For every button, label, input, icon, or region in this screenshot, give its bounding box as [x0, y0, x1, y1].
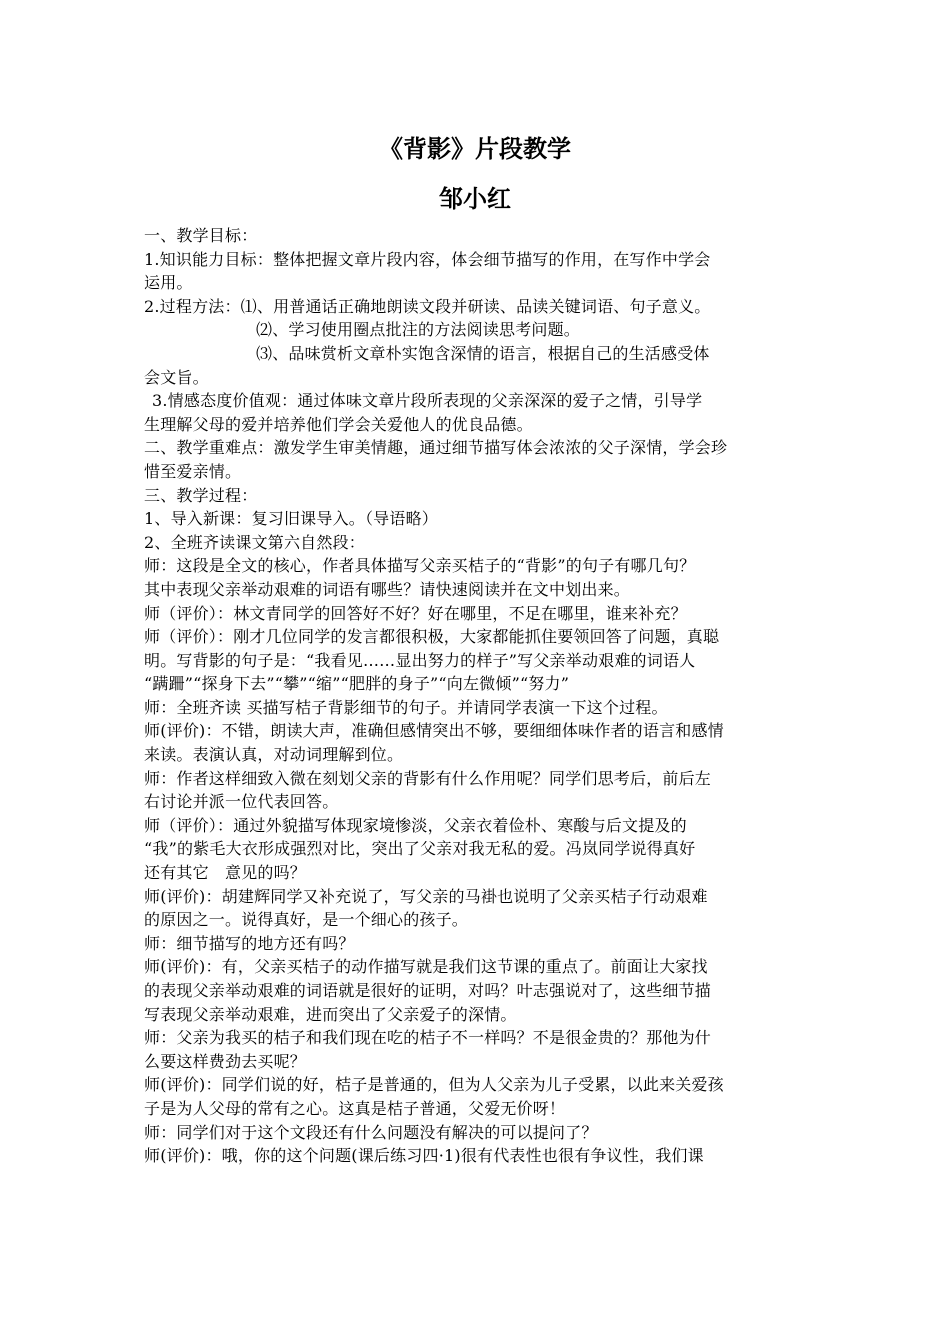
text-line: 写表现父亲举动艰难，进而突出了父亲爱子的深情。 — [144, 1004, 517, 1024]
text-line: 1、导入新课：复习旧课导入。（导语略） — [144, 509, 438, 529]
text-line: 师：同学们对于这个文段还有什么问题没有解决的可以提问了？ — [144, 1122, 598, 1142]
text-line: 师(评价)：胡建辉同学又补充说了，写父亲的马褂也说明了父亲买桔子行动艰难 — [144, 886, 708, 906]
text-line: 的表现父亲举动艰难的词语就是很好的证明，对吗？叶志强说对了，这些细节描 — [144, 981, 712, 1000]
text-line: 师（评价）：刚才几位同学的发言都很积极，大家都能抓住要领回答了问题，真聪 — [144, 627, 720, 647]
text-line: 师：全班齐读 买描写桔子背影细节的句子。并请同学表演一下这个过程。 — [144, 697, 668, 717]
text-line: 师：作者这样细致入微在刻划父亲的背影有什么作用呢？同学们思考后，前后左 — [144, 768, 712, 788]
text-line: “蹒跚”“探身下去”“攀”“缩”“肥胖的身子”“向左微倾”“努力” — [144, 674, 570, 694]
text-line: 二、教学重难点：激发学生审美情趣，通过细节描写体会浓浓的父子深情，学会珍 — [144, 438, 728, 458]
text-line: ⑶、品味赏析文章朴实饱含深情的语言，根据自己的生活感受体 — [256, 343, 710, 363]
text-line: 3.情感态度价值观：通过体味文章片段所表现的父亲深深的爱子之情，引导学 — [152, 391, 703, 411]
document-title: 《背影》片段教学 — [379, 135, 571, 163]
text-line: 师（评价）：通过外貌描写体现家境惨淡，父亲衣着俭朴、寒酸与后文提及的 — [144, 815, 687, 835]
text-line: 子是为人父母的常有之心。这真是桔子普通，父爱无价呀！ — [144, 1098, 566, 1118]
text-line: 2、全班齐读课文第六自然段： — [144, 532, 365, 552]
text-line: 2.过程方法：⑴、用普通话正确地朗读文段并研读、品读关键词语、句子意义。 — [144, 296, 711, 316]
text-line: 师：这段是全文的核心，作者具体描写父亲买桔子的“背影”的句子有哪几句？ — [144, 556, 696, 576]
text-line: 右讨论并派一位代表回答。 — [144, 792, 339, 812]
text-line: 三、教学过程： — [144, 485, 258, 505]
text-line: 的原因之一。说得真好，是一个细心的孩子。 — [144, 910, 469, 930]
text-line: 师（评价）：林文青同学的回答好不好？好在哪里，不足在哪里，谁来补充？ — [144, 603, 687, 623]
text-line: 师(评价)：同学们说的好，桔子是普通的，但为人父亲为儿子受累，以此来关爱孩 — [144, 1075, 724, 1095]
text-line: 师(评价)：有，父亲买桔子的动作描写就是我们这节课的重点了。前面让大家找 — [144, 957, 708, 977]
document-author: 邹小红 — [439, 185, 511, 213]
text-line: 1.知识能力目标：整体把握文章片段内容，体会细节描写的作用，在写作中学会 — [144, 249, 711, 269]
text-line: 其中表现父亲举动艰难的词语有哪些？请快速阅读并在文中划出来。 — [144, 579, 631, 599]
text-line: 惜至爱亲情。 — [144, 461, 242, 481]
text-line: 来读。表演认真，对动词理解到位。 — [144, 745, 404, 765]
text-line: 师：父亲为我买的桔子和我们现在吃的桔子不一样吗？不是很金贵的？那他为什 — [144, 1028, 712, 1048]
text-line: ⑵、学习使用圈点批注的方法阅读思考问题。 — [256, 320, 581, 340]
document-body — [144, 224, 810, 1168]
text-line: 么要这样费劲去买呢？ — [144, 1051, 307, 1071]
text-line: 运用。 — [144, 273, 193, 293]
text-line: 师(评价)：哦，你的这个问题(课后练习四·1)很有代表性也很有争议性，我们课 — [144, 1146, 704, 1166]
text-line: 生理解父母的爱并培养他们学会关爱他人的优良品德。 — [144, 414, 533, 434]
text-line: 一、教学目标： — [144, 226, 258, 245]
text-line: 会文旨。 — [144, 367, 209, 387]
text-line: 还有其它 意见的吗？ — [144, 863, 307, 883]
text-line: “我”的紫毛大衣形成强烈对比，突出了父亲对我无私的爱。冯岚同学说得真好 — [144, 839, 696, 859]
text-line: 明。写背影的句子是：“我看见……显出努力的样子”写父亲举动艰难的词语人 — [144, 650, 696, 670]
text-line: 师：细节描写的地方还有吗？ — [144, 933, 355, 953]
text-line: 师(评价)：不错，朗读大声，准确但感情突出不够，要细细体味作者的语言和感情 — [144, 721, 724, 741]
